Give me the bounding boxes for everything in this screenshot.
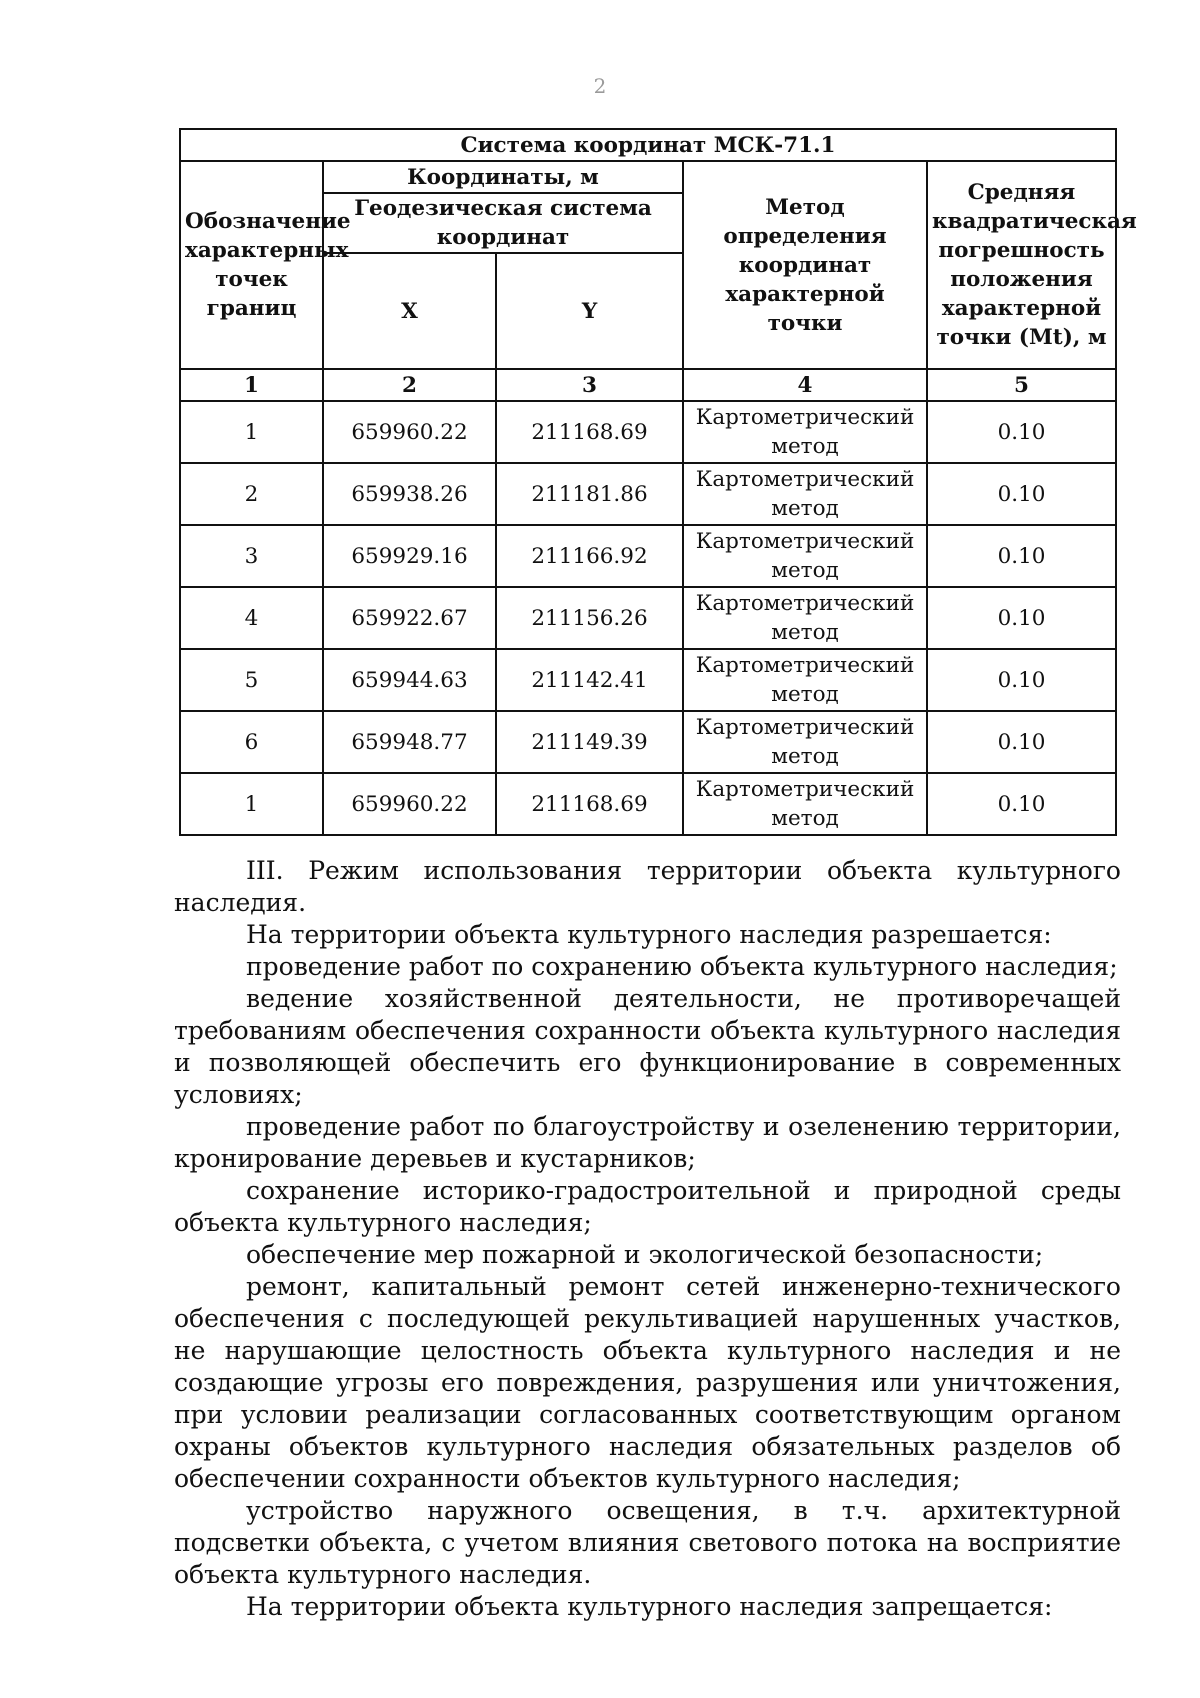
paragraph: сохранение историко-градостроительной и природной среды объекта культурного наследия; bbox=[174, 1176, 1121, 1237]
cell-x: 659960.22 bbox=[323, 773, 496, 835]
cell-error: 0.10 bbox=[927, 773, 1116, 835]
cell-method: Картометрический метод bbox=[683, 587, 927, 649]
cell-point: 4 bbox=[180, 587, 323, 649]
paragraph: устройство наружного освещения, в т.ч. архитектурной подсветки объекта, с учетом влияния светового потока на восприятие объекта культурного наследия. bbox=[174, 1496, 1121, 1589]
cell-x: 659922.67 bbox=[323, 587, 496, 649]
section-heading: III. Режим использования территории объекта культурного наследия. bbox=[174, 856, 1121, 917]
cell-y: 211142.41 bbox=[496, 649, 683, 711]
column-number: 4 bbox=[683, 369, 927, 401]
cell-error: 0.10 bbox=[927, 649, 1116, 711]
cell-error: 0.10 bbox=[927, 525, 1116, 587]
cell-y: 211156.26 bbox=[496, 587, 683, 649]
table-row bbox=[180, 649, 1116, 711]
header-method: Метод определения координат характерной точки bbox=[683, 161, 927, 369]
table-row bbox=[180, 463, 1116, 525]
cell-method: Картометрический метод bbox=[683, 525, 927, 587]
column-number: 3 bbox=[496, 369, 683, 401]
cell-x: 659948.77 bbox=[323, 711, 496, 773]
table-row bbox=[180, 401, 1116, 463]
cell-point: 1 bbox=[180, 401, 323, 463]
cell-error: 0.10 bbox=[927, 401, 1116, 463]
header-mean-square-error: Средняя квадратическая погрешность положения характерной точки (Mt), м bbox=[927, 161, 1116, 369]
table-row bbox=[180, 587, 1116, 649]
coordinates-table bbox=[179, 128, 1137, 836]
cell-y: 211168.69 bbox=[496, 773, 683, 835]
cell-y: 211181.86 bbox=[496, 463, 683, 525]
cell-error: 0.10 bbox=[927, 587, 1116, 649]
header-geodetic-system: Геодезическая система координат bbox=[323, 193, 683, 253]
paragraph: ремонт, капитальный ремонт сетей инженерно-технического обеспечения с последующей рекультивацией нарушенных участков, не нарушающие целостность объекта культурного наследия и не создающие угрозы его повреждения, разрушения или уничтожения, при условии реализации согласованных соответствующим органом охраны объектов культурного наследия обязательных разделов об обеспечении сохранности объектов культурного наследия; bbox=[174, 1272, 1121, 1493]
body-text bbox=[174, 855, 1121, 1623]
cell-method: Картометрический метод bbox=[683, 649, 927, 711]
cell-method: Картометрический метод bbox=[683, 711, 927, 773]
paragraph: обеспечение мер пожарной и экологической безопасности; bbox=[246, 1240, 1044, 1269]
header-coordinates: Координаты, м bbox=[323, 161, 683, 193]
table-row bbox=[180, 773, 1116, 835]
cell-point: 1 bbox=[180, 773, 323, 835]
cell-point: 3 bbox=[180, 525, 323, 587]
column-number: 5 bbox=[927, 369, 1116, 401]
cell-point: 2 bbox=[180, 463, 323, 525]
cell-x: 659929.16 bbox=[323, 525, 496, 587]
cell-y: 211149.39 bbox=[496, 711, 683, 773]
paragraph: ведение хозяйственной деятельности, не противоречащей требованиям обеспечения сохранности объекта культурного наследия и позволяющей обеспечить его функционирование в современных условиях; bbox=[174, 984, 1121, 1109]
cell-method: Картометрический метод bbox=[683, 401, 927, 463]
table-title: Система координат МСК-71.1 bbox=[180, 129, 1116, 161]
cell-point: 5 bbox=[180, 649, 323, 711]
cell-method: Картометрический метод bbox=[683, 773, 927, 835]
page-number: 2 bbox=[593, 74, 607, 98]
paragraph: проведение работ по сохранению объекта культурного наследия; bbox=[246, 952, 1118, 981]
cell-method: Картометрический метод bbox=[683, 463, 927, 525]
cell-error: 0.10 bbox=[927, 463, 1116, 525]
cell-x: 659944.63 bbox=[323, 649, 496, 711]
cell-x: 659938.26 bbox=[323, 463, 496, 525]
paragraph: проведение работ по благоустройству и озеленению территории, кронирование деревьев и кустарников; bbox=[174, 1112, 1121, 1173]
cell-error: 0.10 bbox=[927, 711, 1116, 773]
header-x: X bbox=[323, 253, 496, 369]
column-number: 2 bbox=[323, 369, 496, 401]
cell-y: 211166.92 bbox=[496, 525, 683, 587]
table-row bbox=[180, 525, 1116, 587]
column-number: 1 bbox=[180, 369, 323, 401]
table-row bbox=[180, 711, 1116, 773]
cell-x: 659960.22 bbox=[323, 401, 496, 463]
header-y: Y bbox=[496, 253, 683, 369]
header-point-designation: Обозначение характерных точек границ bbox=[180, 161, 323, 369]
paragraph: На территории объекта культурного наследия разрешается: bbox=[246, 920, 1052, 949]
paragraph: На территории объекта культурного наследия запрещается: bbox=[246, 1592, 1053, 1621]
cell-point: 6 bbox=[180, 711, 323, 773]
cell-y: 211168.69 bbox=[496, 401, 683, 463]
